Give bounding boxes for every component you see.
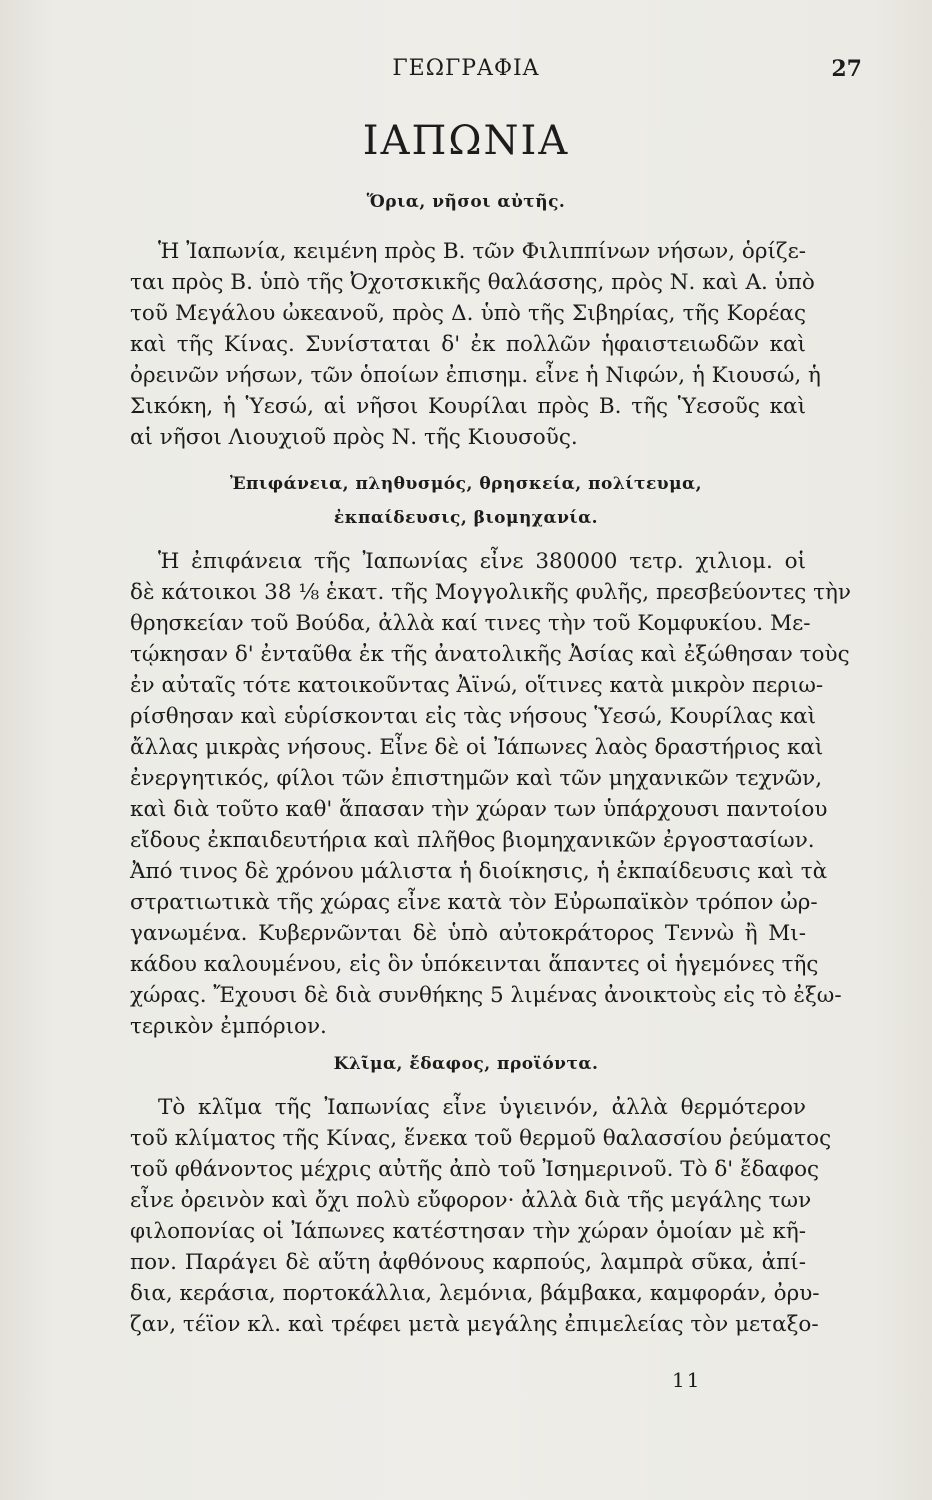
text-line: θρησκείαν τοῦ Βούδα, ἀλλὰ καί τινες τὴν τοῦ Κομφυκίου. Με- xyxy=(130,611,811,636)
text-line: κάδου καλουμένου, εἰς ὃν ὑπόκεινται ἅπαντες οἱ ἡγεμόνες τῆς xyxy=(130,952,819,977)
text-line: πον. Παράγει δὲ αὕτη ἀφθόνους καρπούς, λαμπρὰ σῦκα, ἀπί- xyxy=(130,1250,806,1275)
text-line: Ἡ Ἰαπωνία, κειμένη πρὸς Β. τῶν Φιλιππίνων νήσων, ὁρίζε- xyxy=(158,239,806,264)
text-line: γανωμένα. Κυβερνῶνται δὲ ὑπὸ αὐτοκράτορος Τεννὼ ἢ Μι- xyxy=(130,921,806,946)
text-line: φιλοπονίας οἱ Ἰάπωνες κατέστησαν τὴν χώραν ὁμοίαν μὲ κῆ- xyxy=(130,1219,806,1244)
section-body-surface xyxy=(130,546,851,1042)
section-heading-surface-line1: Ἐπιφάνεια, πληθυσμός, θρησκεία, πολίτευμα, xyxy=(229,474,703,494)
section-heading-borders: Ὅρια, νῆσοι αὐτῆς. xyxy=(366,192,566,212)
text-line: καὶ τῆς Κίνας. Συνίσταται δ' ἐκ πολλῶν ἡφαιστειωδῶν καὶ xyxy=(130,332,806,357)
text-line: στρατιωτικὰ τῆς χώρας εἶνε κατὰ τὸν Εὐρωπαϊκὸν τρόπον ὠρ- xyxy=(130,890,818,915)
text-line: δὲ κάτοικοι 38 ⅛ ἑκατ. τῆς Μογγολικῆς φυλῆς, πρεσβεύοντες τὴν xyxy=(130,580,851,605)
text-line: ἐν αὐταῖς τότε κατοικοῦντας Ἀϊνώ, οἵτινες κατὰ μικρὸν περιω- xyxy=(130,673,824,698)
running-title: ΓΕΩΓΡΑΦΙΑ xyxy=(392,56,540,81)
text-line: Σικόκη, ἡ Ὑεσώ, αἱ νῆσοι Κουρίλαι πρὸς Β. τῆς Ὑεσοῦς καὶ xyxy=(130,394,806,419)
text-line: τοῦ φθάνοντος μέχρις αὐτῆς ἀπὸ τοῦ Ἰσημερινοῦ. Τὸ δ' ἔδαφος xyxy=(130,1157,820,1182)
text-line: Ἡ ἐπιφάνεια τῆς Ἰαπωνίας εἶνε 380000 τετρ. χιλιομ. οἱ xyxy=(158,549,806,574)
text-line: εἴδους ἐκπαιδευτήρια καὶ πλῆθος βιομηχανικῶν ἐργοστασίων. xyxy=(130,828,815,853)
text-line: τῴκησαν δ' ἐνταῦθα ἐκ τῆς ἀνατολικῆς Ἀσίας καὶ ἐξώθησαν τοὺς xyxy=(130,642,850,667)
text-line: τοῦ Μεγάλου ὠκεανοῦ, πρὸς Δ. ὑπὸ τῆς Σιβηρίας, τῆς Κορέας xyxy=(130,301,806,326)
text-line: Τὸ κλῖμα τῆς Ἰαπωνίας εἶνε ὑγιεινόν, ἀλλὰ θερμότερον xyxy=(158,1095,806,1120)
text-line: ρίσθησαν καὶ εὑρίσκονται εἰς τὰς νήσους Ὑεσώ, Κουρίλας καὶ xyxy=(130,704,817,729)
text-line: ται πρὸς Β. ὑπὸ τῆς Ὀχοτσκικῆς θαλάσσης, πρὸς Ν. καὶ Α. ὑπὸ xyxy=(130,270,815,295)
signature-mark: 11 xyxy=(672,1368,702,1392)
text-line: χώρας. Ἔχουσι δὲ διὰ συνθήκης 5 λιμένας ἀνοικτοὺς εἰς τὸ ἐξω- xyxy=(130,983,842,1008)
text-line: ὀρεινῶν νήσων, τῶν ὁποίων ἐπισημ. εἶνε ἡ Νιφών, ἡ Κιουσώ, ἡ xyxy=(130,363,821,388)
chapter-title: ΙΑΠΩΝΙΑ xyxy=(362,118,570,164)
text-line: καὶ διὰ τοῦτο καθ' ἅπασαν τὴν χώραν των ὑπάρχουσι παντοίου xyxy=(130,797,828,822)
text-line: ἐνεργητικός, φίλοι τῶν ἐπιστημῶν καὶ τῶν μηχανικῶν τεχνῶν, xyxy=(130,766,823,791)
text-line: Ἀπό τινος δὲ χρόνου μάλιστα ἡ διοίκησις, ἡ ἐκπαίδευσις καὶ τὰ xyxy=(130,859,828,884)
text-line: ζαν, τέϊον κλ. καὶ τρέφει μετὰ μεγάλης ἐπιμελείας τὸν μεταξο- xyxy=(130,1312,819,1337)
section-heading-surface-line2: ἐκπαίδευσις, βιομηχανία. xyxy=(333,508,599,528)
page-number: 27 xyxy=(831,56,862,82)
section-heading-climate: Κλῖμα, ἔδαφος, προϊόντα. xyxy=(333,1054,599,1074)
text-line: αἱ νῆσοι Λιουχιοῦ πρὸς Ν. τῆς Κιουσοῦς. xyxy=(130,425,578,450)
text-line: τοῦ κλίματος τῆς Κίνας, ἕνεκα τοῦ θερμοῦ θαλασσίου ῥεύματος xyxy=(130,1126,832,1151)
section-body-borders xyxy=(130,236,821,453)
text-line: ἄλλας μικρὰς νήσους. Εἶνε δὲ οἱ Ἰάπωνες λαὸς δραστήριος καὶ xyxy=(130,735,824,760)
text-line: εἶνε ὀρεινὸν καὶ ὄχι πολὺ εὔφορον· ἀλλὰ διὰ τῆς μεγάλης των xyxy=(130,1188,812,1213)
section-body-climate xyxy=(130,1092,832,1340)
text-line: τερικὸν ἐμπόριον. xyxy=(130,1014,327,1039)
text-line: δια, κεράσια, πορτοκάλλια, λεμόνια, βάμβακα, καμφοράν, ὀρυ- xyxy=(130,1281,820,1306)
